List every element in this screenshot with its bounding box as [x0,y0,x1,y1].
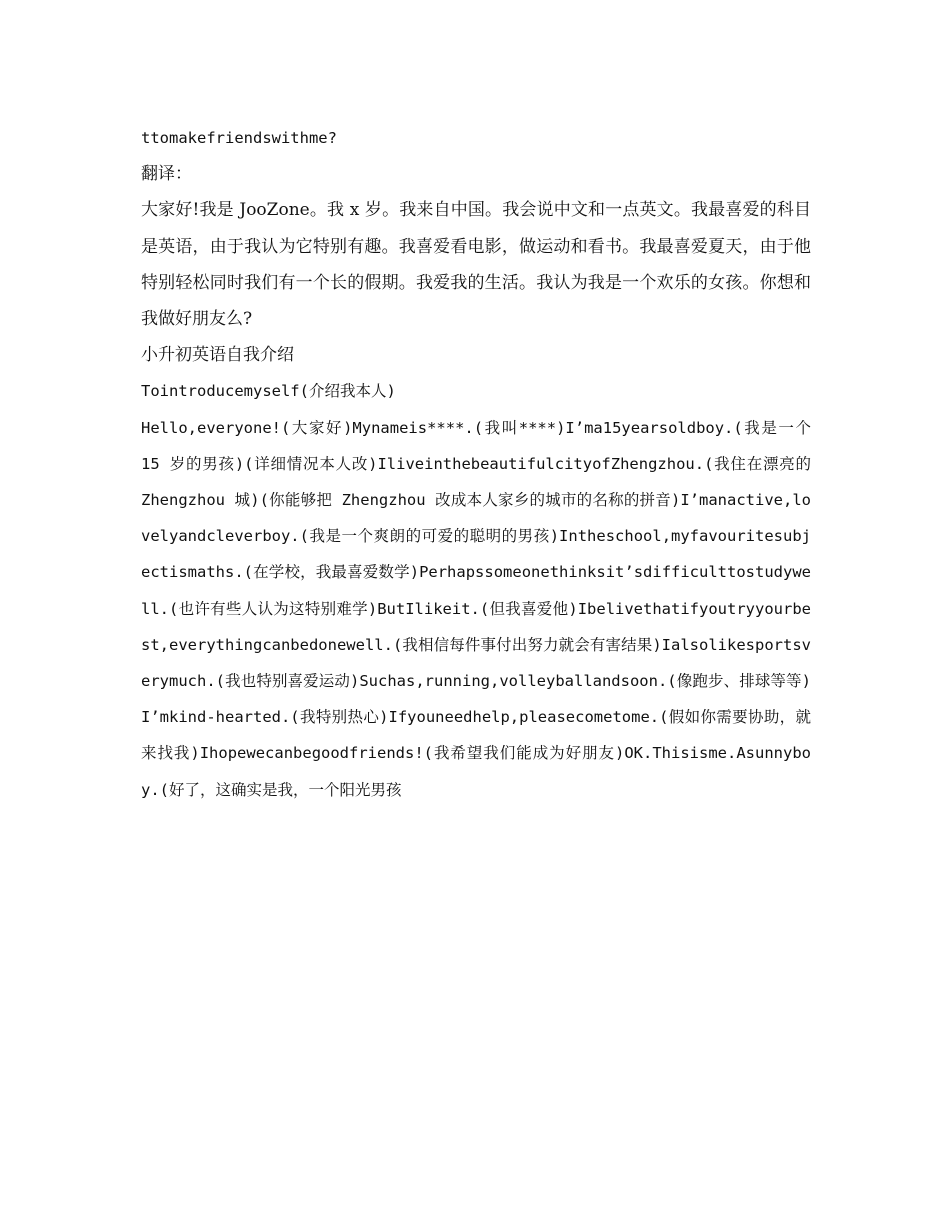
section-title: 小升初英语自我介绍 [141,345,294,366]
line-fragment: ttomakefriendswithme? [141,129,337,147]
translation-paragraph: 大家好!我是 JooZone。我 x 岁。我来自中国。我会说中文和一点英文。我最喜爱的科目是英语，由于我认为它特别有趣。我喜爱看电影，做运动和看书。我最喜爱夏天，由于他特别轻松同时我们有一个长的假期。我爱我的生活。我认为我是一个欢乐的女孩。你想和我做好朋友么? [141,200,811,330]
document-page [141,120,811,808]
body-paragraph: Hello,everyone!(大家好)Mynameis****.(我叫****)I’ma15yearsoldboy.(我是一个 15 岁的男孩)(详细情况本人改)IliveinthebeautifulcityofZhengzhou.(我住在漂亮的 Zhengzhou 城)(你能够把 Zhengzhou 改成本人家乡的城市的名称的拼音)I’manactive,lovelyandcleverboy.(我是一个爽朗的可爱的聪明的男孩)Intheschool,myfavouritesubjectismaths.(在学校，我最喜爱数学)Perhapssomeonethinksit’sdifficulttostudywell.(也许有些人认为这特别难学)ButIlikeit.(但我喜爱他)Ibelivethatifyoutryyourbest,everythingcanbedonewell.(我相信每件事付出努力就会有害结果)Ialsolikesportsverymuch.(我也特别喜爱运动)Suchas,running,volleyballandsoon.(像跑步、排球等等)I’mkind-hearted.(我特别热心)Ifyouneedhelp,pleasecometome.(假如你需要协助，就来找我)Ihopewecanbegoodfriends!(我希望我们能成为好朋友)OK.Thisisme.Asunnyboy.(好了，这确实是我，一个阳光男孩 [141,418,811,799]
translation-label: 翻译： [141,164,192,185]
subtitle: Tointroducemyself(介绍我本人) [141,382,396,401]
